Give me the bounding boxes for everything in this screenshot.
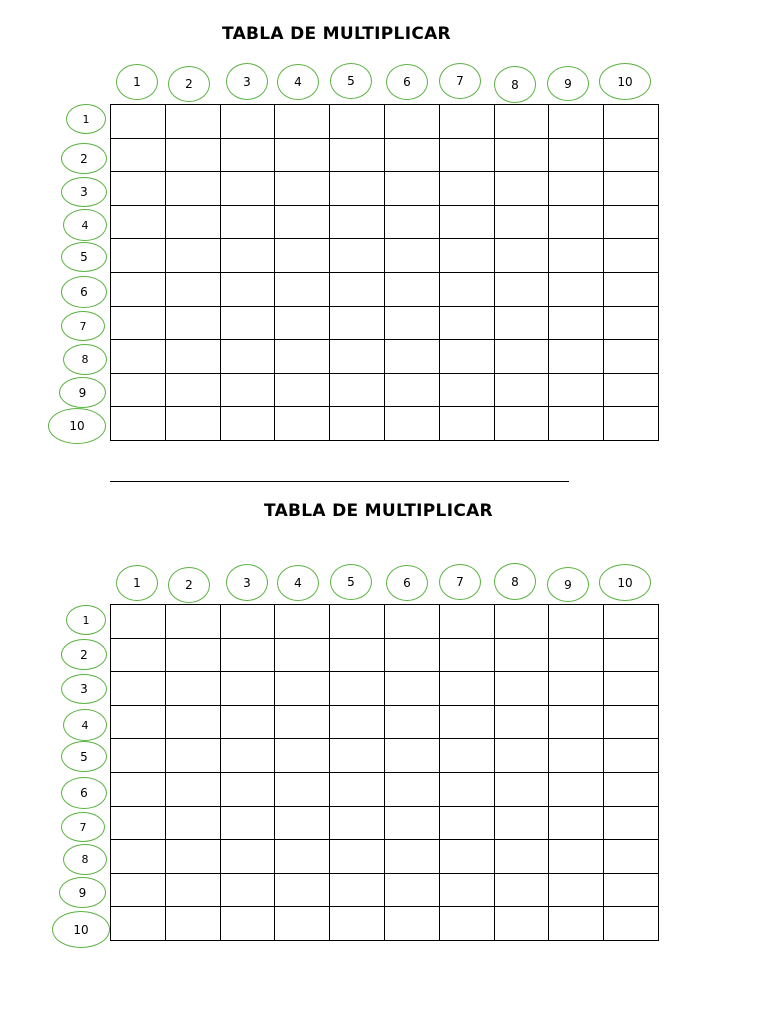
- grid-cell[interactable]: [275, 705, 330, 739]
- grid-cell[interactable]: [165, 340, 220, 374]
- column-header-circle: 2: [168, 567, 210, 603]
- grid-cell[interactable]: [165, 205, 220, 239]
- grid-cell[interactable]: [384, 638, 439, 672]
- grid-cell[interactable]: [111, 772, 166, 806]
- grid-cell[interactable]: [494, 138, 549, 172]
- row-header-circle: 9: [59, 377, 106, 408]
- grid-cell[interactable]: [549, 373, 604, 407]
- grid-cell[interactable]: [275, 638, 330, 672]
- row-header-circle: 8: [63, 344, 107, 375]
- grid-cell[interactable]: [220, 840, 275, 874]
- grid-cell[interactable]: [439, 806, 494, 840]
- grid-row: [111, 840, 659, 874]
- grid-cell[interactable]: [330, 306, 385, 340]
- grid-cell[interactable]: [384, 306, 439, 340]
- row-header-circle: 4: [63, 709, 107, 741]
- column-header-circle: 10: [599, 63, 651, 100]
- grid-cell[interactable]: [330, 105, 385, 139]
- grid-cell[interactable]: [275, 172, 330, 206]
- grid-cell[interactable]: [549, 772, 604, 806]
- grid-cell[interactable]: [384, 605, 439, 639]
- grid-cell[interactable]: [384, 806, 439, 840]
- grid-cell[interactable]: [549, 205, 604, 239]
- grid-cell[interactable]: [165, 105, 220, 139]
- grid-row: [111, 705, 659, 739]
- grid-cell[interactable]: [330, 705, 385, 739]
- grid-cell[interactable]: [275, 138, 330, 172]
- grid-cell[interactable]: [494, 172, 549, 206]
- grid-cell[interactable]: [165, 138, 220, 172]
- grid-cell[interactable]: [439, 672, 494, 706]
- column-header-circle: 7: [439, 564, 481, 600]
- grid-cell[interactable]: [439, 205, 494, 239]
- row-header-circle: 7: [61, 311, 105, 341]
- grid-row: [111, 638, 659, 672]
- grid-cell[interactable]: [549, 138, 604, 172]
- grid-cell[interactable]: [165, 373, 220, 407]
- multiplication-grid-table-1: [110, 104, 659, 441]
- grid-cell[interactable]: [220, 638, 275, 672]
- grid-cell[interactable]: [549, 605, 604, 639]
- grid-row: [111, 272, 659, 306]
- grid-cell[interactable]: [384, 672, 439, 706]
- grid-cell[interactable]: [165, 638, 220, 672]
- grid-cell[interactable]: [220, 772, 275, 806]
- grid-cell[interactable]: [439, 340, 494, 374]
- grid-cell[interactable]: [549, 672, 604, 706]
- grid-cell[interactable]: [384, 205, 439, 239]
- grid-cell[interactable]: [165, 873, 220, 907]
- grid-row: [111, 739, 659, 773]
- grid-cell[interactable]: [275, 205, 330, 239]
- grid-cell[interactable]: [604, 638, 659, 672]
- grid-cell[interactable]: [275, 840, 330, 874]
- grid-cell[interactable]: [439, 239, 494, 273]
- grid-cell[interactable]: [330, 239, 385, 273]
- grid-cell[interactable]: [604, 739, 659, 773]
- grid-cell[interactable]: [549, 907, 604, 941]
- grid-cell[interactable]: [494, 739, 549, 773]
- grid-cell[interactable]: [111, 272, 166, 306]
- grid-cell[interactable]: [111, 138, 166, 172]
- grid-cell[interactable]: [165, 172, 220, 206]
- grid-cell[interactable]: [604, 907, 659, 941]
- grid-cell[interactable]: [439, 407, 494, 441]
- row-header-circle: 8: [63, 844, 107, 875]
- grid-cell[interactable]: [494, 105, 549, 139]
- grid-cell[interactable]: [439, 739, 494, 773]
- grid-cell[interactable]: [494, 772, 549, 806]
- grid-cell[interactable]: [165, 239, 220, 273]
- grid-cell[interactable]: [494, 272, 549, 306]
- grid-cell[interactable]: [275, 739, 330, 773]
- grid-cell[interactable]: [220, 340, 275, 374]
- grid-cell[interactable]: [494, 672, 549, 706]
- grid-cell[interactable]: [111, 340, 166, 374]
- grid-cell[interactable]: [220, 105, 275, 139]
- grid-row: [111, 672, 659, 706]
- multiplication-grid-table-2: [110, 604, 659, 941]
- column-header-circle: 6: [386, 64, 428, 100]
- grid-cell[interactable]: [220, 172, 275, 206]
- grid-cell[interactable]: [275, 105, 330, 139]
- grid-cell[interactable]: [494, 840, 549, 874]
- grid-cell[interactable]: [439, 138, 494, 172]
- grid-cell[interactable]: [604, 373, 659, 407]
- grid-cell[interactable]: [494, 705, 549, 739]
- grid-cell[interactable]: [111, 105, 166, 139]
- grid-cell[interactable]: [604, 840, 659, 874]
- grid-cell[interactable]: [275, 605, 330, 639]
- column-header-circle: 2: [168, 66, 210, 102]
- grid-cell[interactable]: [549, 873, 604, 907]
- grid-cell[interactable]: [439, 373, 494, 407]
- grid-cell[interactable]: [165, 306, 220, 340]
- row-header-circle: 3: [61, 674, 107, 704]
- grid-cell[interactable]: [220, 705, 275, 739]
- grid-row: [111, 172, 659, 206]
- grid-row: [111, 407, 659, 441]
- grid-cell[interactable]: [111, 806, 166, 840]
- row-header-circle: 2: [61, 639, 107, 670]
- grid-cell[interactable]: [111, 873, 166, 907]
- grid-row: [111, 306, 659, 340]
- grid-cell[interactable]: [330, 205, 385, 239]
- grid-cell[interactable]: [494, 605, 549, 639]
- grid-cell[interactable]: [275, 239, 330, 273]
- grid-cell[interactable]: [111, 205, 166, 239]
- column-header-circle: 1: [116, 64, 158, 100]
- grid-cell[interactable]: [111, 840, 166, 874]
- grid-cell[interactable]: [220, 873, 275, 907]
- grid-cell[interactable]: [330, 772, 385, 806]
- grid-cell[interactable]: [439, 772, 494, 806]
- grid-cell[interactable]: [604, 306, 659, 340]
- grid-cell[interactable]: [220, 205, 275, 239]
- grid-cell[interactable]: [384, 873, 439, 907]
- row-header-circle: 1: [66, 104, 106, 134]
- grid-cell[interactable]: [384, 373, 439, 407]
- grid-cell[interactable]: [384, 907, 439, 941]
- grid-cell[interactable]: [494, 373, 549, 407]
- grid-cell[interactable]: [604, 705, 659, 739]
- grid-cell[interactable]: [111, 705, 166, 739]
- grid-cell[interactable]: [275, 806, 330, 840]
- grid-cell[interactable]: [330, 873, 385, 907]
- grid-cell[interactable]: [220, 907, 275, 941]
- grid-cell[interactable]: [494, 306, 549, 340]
- grid-cell[interactable]: [220, 806, 275, 840]
- grid-cell[interactable]: [604, 239, 659, 273]
- column-header-circle: 4: [277, 565, 319, 601]
- grid-cell[interactable]: [165, 806, 220, 840]
- grid-row: [111, 806, 659, 840]
- grid-cell[interactable]: [330, 340, 385, 374]
- grid-cell[interactable]: [111, 739, 166, 773]
- column-header-circle: 1: [116, 565, 158, 601]
- grid-cell[interactable]: [549, 705, 604, 739]
- grid-cell[interactable]: [275, 373, 330, 407]
- grid-cell[interactable]: [549, 340, 604, 374]
- grid-cell[interactable]: [549, 407, 604, 441]
- grid-cell[interactable]: [111, 373, 166, 407]
- grid-row: [111, 138, 659, 172]
- column-header-circle: 6: [386, 565, 428, 601]
- grid-cell[interactable]: [220, 739, 275, 773]
- grid-cell[interactable]: [330, 806, 385, 840]
- grid-cell[interactable]: [494, 239, 549, 273]
- grid-cell[interactable]: [494, 907, 549, 941]
- grid-cell[interactable]: [275, 873, 330, 907]
- row-header-circle: 6: [61, 777, 107, 809]
- column-header-circle: 3: [226, 63, 268, 100]
- grid-cell[interactable]: [111, 306, 166, 340]
- grid-cell[interactable]: [111, 172, 166, 206]
- grid-cell[interactable]: [604, 873, 659, 907]
- row-header-circle: 9: [59, 877, 106, 908]
- column-header-circle: 9: [547, 567, 589, 602]
- grid-cell[interactable]: [111, 407, 166, 441]
- grid-cell[interactable]: [165, 772, 220, 806]
- grid-cell[interactable]: [330, 605, 385, 639]
- page-title-table-2: TABLA DE MULTIPLICAR: [264, 501, 493, 521]
- grid-cell[interactable]: [439, 306, 494, 340]
- grid-cell[interactable]: [439, 605, 494, 639]
- grid-cell[interactable]: [220, 272, 275, 306]
- grid-cell[interactable]: [165, 407, 220, 441]
- grid-cell[interactable]: [384, 138, 439, 172]
- column-header-circle: 10: [599, 564, 651, 601]
- grid-cell[interactable]: [165, 840, 220, 874]
- grid-cell[interactable]: [384, 105, 439, 139]
- grid-cell[interactable]: [275, 272, 330, 306]
- grid-cell[interactable]: [439, 105, 494, 139]
- grid-cell[interactable]: [549, 272, 604, 306]
- grid-cell[interactable]: [604, 605, 659, 639]
- grid-cell[interactable]: [220, 672, 275, 706]
- grid-cell[interactable]: [165, 907, 220, 941]
- grid-cell[interactable]: [439, 705, 494, 739]
- grid-cell[interactable]: [330, 638, 385, 672]
- grid-row: [111, 772, 659, 806]
- grid-cell[interactable]: [165, 272, 220, 306]
- grid-cell[interactable]: [604, 806, 659, 840]
- grid-row: [111, 340, 659, 374]
- grid-row: [111, 205, 659, 239]
- row-header-circle: 1: [66, 605, 106, 635]
- grid-cell[interactable]: [549, 306, 604, 340]
- grid-cell[interactable]: [330, 739, 385, 773]
- grid-cell[interactable]: [220, 605, 275, 639]
- grid-cell[interactable]: [494, 407, 549, 441]
- grid-cell[interactable]: [549, 739, 604, 773]
- grid-cell[interactable]: [439, 907, 494, 941]
- grid-cell[interactable]: [330, 907, 385, 941]
- grid-cell[interactable]: [439, 638, 494, 672]
- grid-cell[interactable]: [111, 605, 166, 639]
- row-header-circle: 6: [61, 276, 107, 308]
- grid-cell[interactable]: [330, 672, 385, 706]
- grid-cell[interactable]: [165, 672, 220, 706]
- grid-cell[interactable]: [330, 407, 385, 441]
- grid-cell[interactable]: [330, 138, 385, 172]
- page-title-table-1: TABLA DE MULTIPLICAR: [222, 24, 451, 44]
- grid-cell[interactable]: [549, 806, 604, 840]
- grid-cell[interactable]: [111, 239, 166, 273]
- grid-cell[interactable]: [220, 407, 275, 441]
- grid-cell[interactable]: [604, 772, 659, 806]
- column-header-circle: 5: [330, 564, 372, 600]
- grid-cell[interactable]: [275, 340, 330, 374]
- grid-cell[interactable]: [604, 205, 659, 239]
- grid-cell[interactable]: [384, 705, 439, 739]
- row-header-circle: 10: [48, 408, 106, 444]
- column-header-circle: 3: [226, 564, 268, 601]
- grid-cell[interactable]: [384, 340, 439, 374]
- grid-cell[interactable]: [111, 672, 166, 706]
- grid-cell[interactable]: [384, 172, 439, 206]
- grid-cell[interactable]: [330, 172, 385, 206]
- column-header-circle: 9: [547, 66, 589, 101]
- grid-cell[interactable]: [384, 739, 439, 773]
- grid-cell[interactable]: [384, 407, 439, 441]
- grid-cell[interactable]: [604, 272, 659, 306]
- grid-cell[interactable]: [220, 239, 275, 273]
- column-header-circle: 5: [330, 63, 372, 99]
- grid-cell[interactable]: [220, 138, 275, 172]
- row-header-circle: 2: [61, 143, 107, 174]
- column-header-circle: 4: [277, 64, 319, 100]
- grid-cell[interactable]: [220, 306, 275, 340]
- grid-cell[interactable]: [384, 772, 439, 806]
- grid-cell[interactable]: [604, 340, 659, 374]
- row-header-circle: 3: [61, 177, 107, 207]
- grid-cell[interactable]: [220, 373, 275, 407]
- row-header-circle: 5: [61, 741, 107, 772]
- row-header-circle: 7: [61, 812, 105, 842]
- grid-cell[interactable]: [330, 272, 385, 306]
- grid-cell[interactable]: [494, 806, 549, 840]
- grid-cell[interactable]: [604, 407, 659, 441]
- grid-cell[interactable]: [604, 105, 659, 139]
- grid-cell[interactable]: [439, 272, 494, 306]
- grid-cell[interactable]: [330, 840, 385, 874]
- grid-cell[interactable]: [439, 172, 494, 206]
- grid-cell[interactable]: [549, 638, 604, 672]
- grid-cell[interactable]: [275, 672, 330, 706]
- grid-cell[interactable]: [549, 105, 604, 139]
- grid-cell[interactable]: [604, 172, 659, 206]
- grid-cell[interactable]: [275, 407, 330, 441]
- grid-row: [111, 907, 659, 941]
- grid-cell[interactable]: [439, 840, 494, 874]
- grid-cell[interactable]: [604, 138, 659, 172]
- grid-row: [111, 605, 659, 639]
- row-header-circle: 5: [61, 242, 107, 272]
- grid-row: [111, 105, 659, 139]
- grid-cell[interactable]: [275, 306, 330, 340]
- column-header-circle: 7: [439, 63, 481, 99]
- grid-cell[interactable]: [604, 672, 659, 706]
- grid-cell[interactable]: [275, 907, 330, 941]
- row-header-circle: 10: [52, 911, 110, 948]
- grid-cell[interactable]: [275, 772, 330, 806]
- grid-cell[interactable]: [494, 638, 549, 672]
- grid-cell[interactable]: [330, 373, 385, 407]
- column-header-circle: 8: [494, 563, 536, 600]
- grid-cell[interactable]: [165, 705, 220, 739]
- grid-cell[interactable]: [549, 840, 604, 874]
- grid-cell[interactable]: [384, 840, 439, 874]
- grid-cell[interactable]: [439, 873, 494, 907]
- grid-cell[interactable]: [494, 340, 549, 374]
- grid-cell[interactable]: [384, 239, 439, 273]
- grid-row: [111, 873, 659, 907]
- row-header-circle: 4: [63, 209, 107, 241]
- grid-cell[interactable]: [384, 272, 439, 306]
- grid-row: [111, 373, 659, 407]
- grid-cell[interactable]: [111, 638, 166, 672]
- grid-cell[interactable]: [111, 907, 166, 941]
- grid-cell[interactable]: [165, 739, 220, 773]
- grid-cell[interactable]: [549, 172, 604, 206]
- grid-row: [111, 239, 659, 273]
- grid-cell[interactable]: [549, 239, 604, 273]
- grid-cell[interactable]: [494, 873, 549, 907]
- grid-cell[interactable]: [165, 605, 220, 639]
- column-header-circle: 8: [494, 66, 536, 103]
- separator-line: [110, 481, 569, 482]
- grid-cell[interactable]: [494, 205, 549, 239]
